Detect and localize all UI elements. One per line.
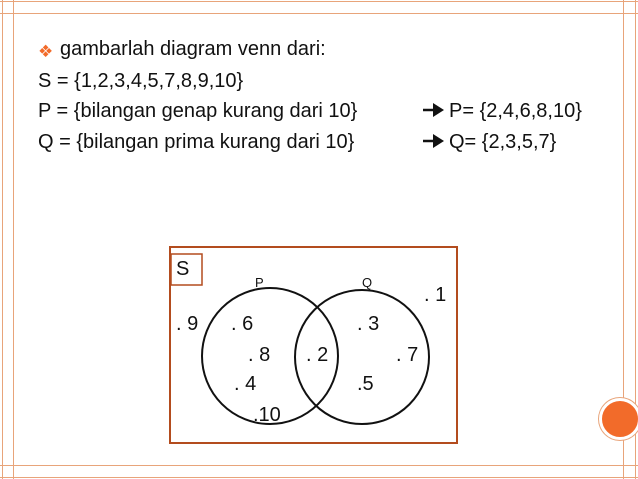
set-s-definition: S = {1,2,3,4,5,7,8,9,10} <box>38 70 244 92</box>
element-outside: . 1 <box>424 284 447 306</box>
set-q-definition: Q = {bilangan prima kurang dari 10} <box>38 131 355 153</box>
element-p-only: . 6 <box>231 313 254 335</box>
set-p-definition: P = {bilangan genap kurang dari 10} <box>38 100 358 122</box>
instruction-text: gambarlah diagram venn dari: <box>60 38 326 60</box>
element-intersection: . 2 <box>306 344 329 366</box>
universe-label: S <box>176 258 190 280</box>
answer-q: Q= {2,3,5,7} <box>449 131 557 153</box>
circle-p-label: P <box>255 275 264 290</box>
element-q-only: .5 <box>357 373 374 395</box>
circle-q-label: Q <box>362 275 373 290</box>
element-p-only: . 8 <box>248 344 271 366</box>
answer-p: P= {2,4,6,8,10} <box>449 100 582 122</box>
element-q-only: . 3 <box>357 313 380 335</box>
element-outside: . 9 <box>176 313 199 335</box>
bullet-icon: ❖ <box>38 42 54 61</box>
element-p-only: . 4 <box>234 373 257 395</box>
element-q-only: . 7 <box>396 344 419 366</box>
element-p-only: .10 <box>253 404 281 426</box>
